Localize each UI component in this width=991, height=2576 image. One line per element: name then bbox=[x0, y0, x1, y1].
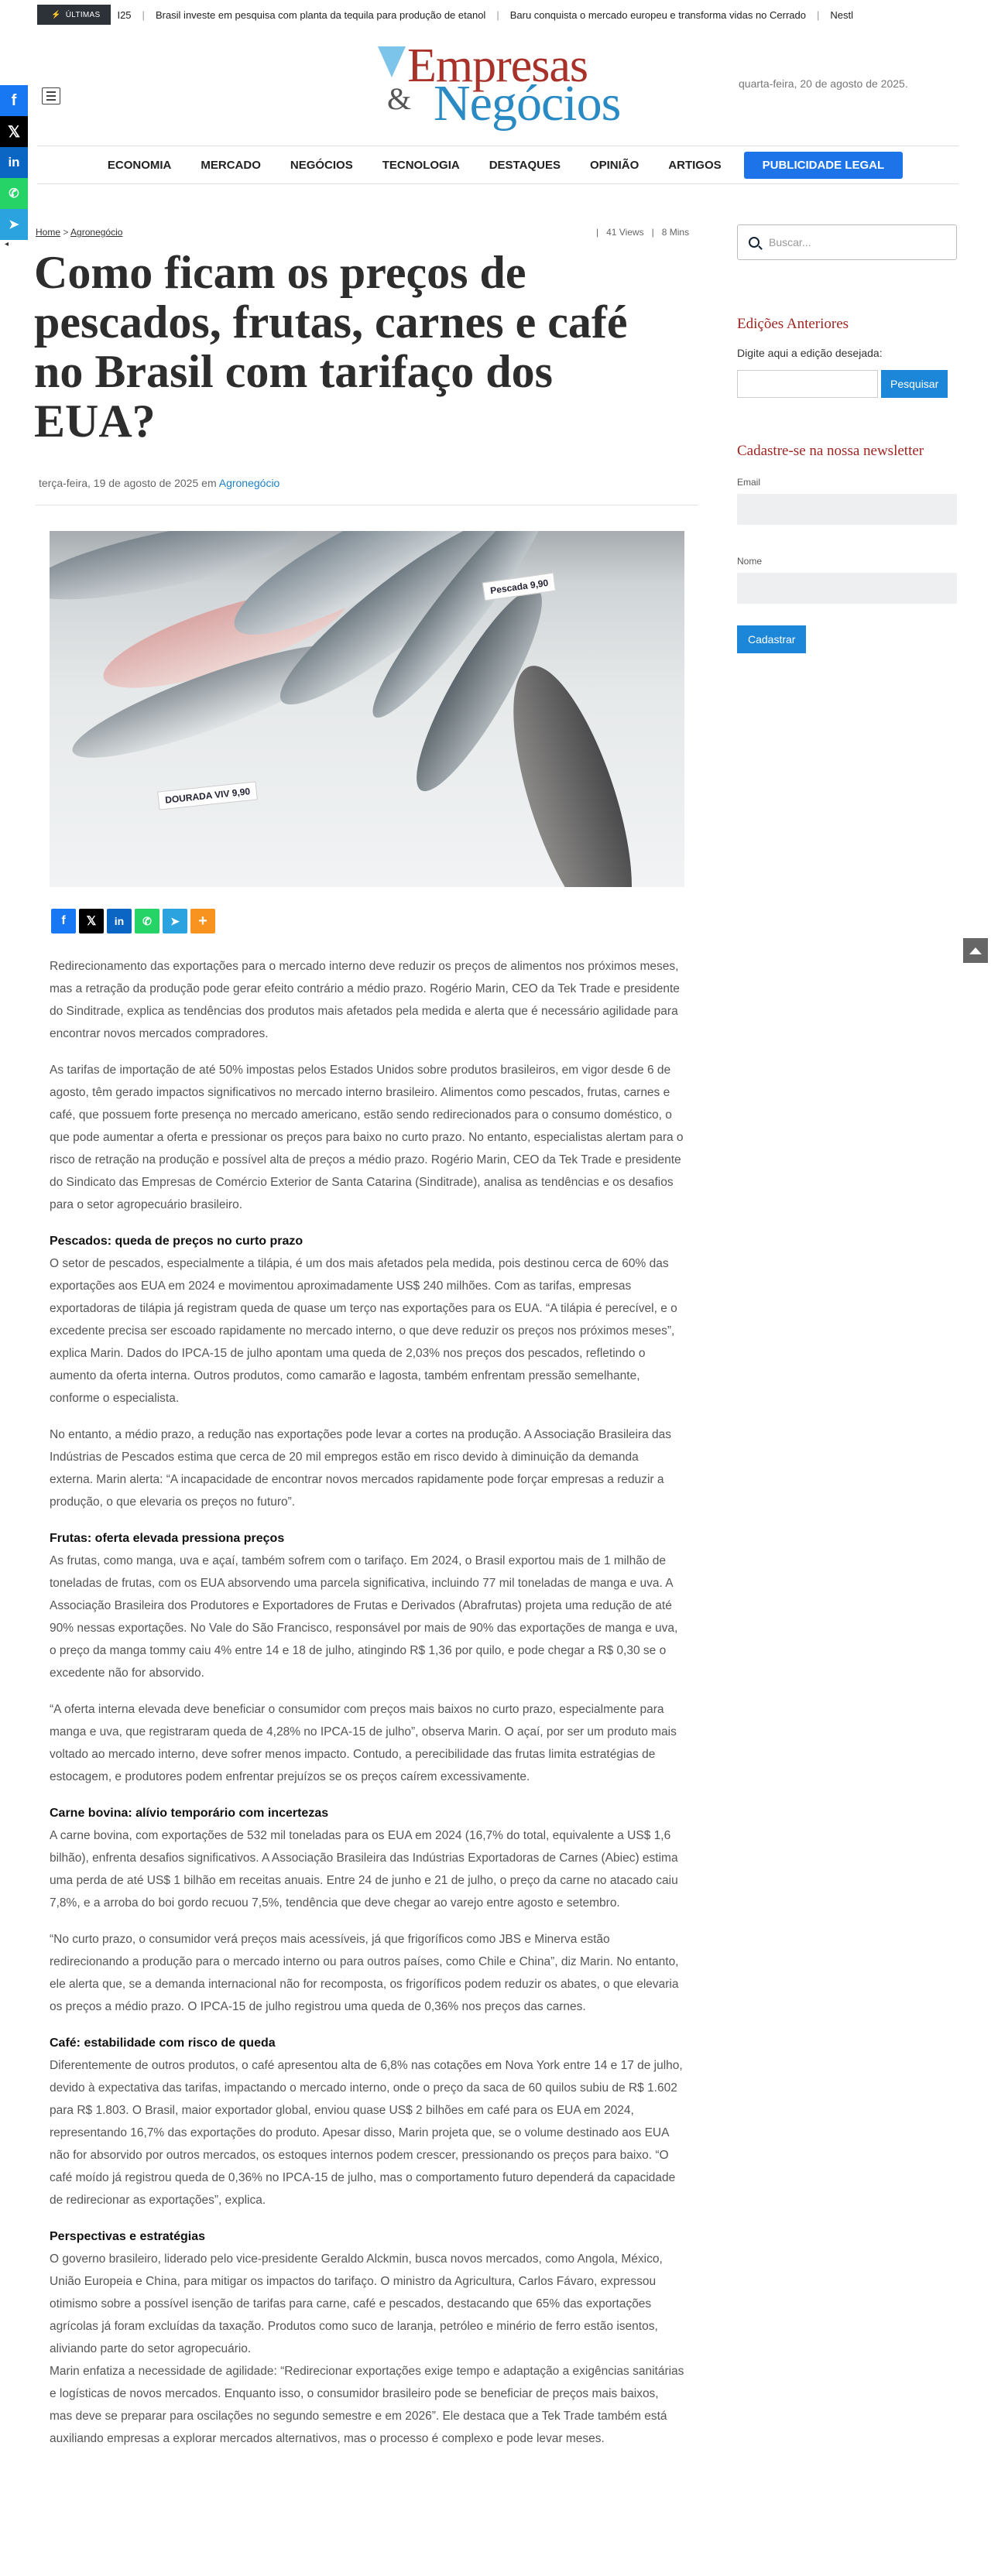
news-ticker bbox=[37, 5, 958, 25]
search-input[interactable]: Buscar... bbox=[769, 236, 811, 248]
article-paragraph: O governo brasileiro, liderado pelo vice-presidente Geraldo Alckmin, busca novos mercados, como Angola, México, União Europeia e China, para mitigar os impactos do tarifaço. O ministro da Agricultura, Carlos Fávaro, expressou otimismo sobre a possível isenção de tarifas para carne, café e pescados, destacando que 65% das exportações agrícolas já foram excluídas da taxação. Produtos como suco de laranja, petróleo e minério de ferro estão isentos, aliviando parte do setor agropecuário. Marin enfatiza a necessidade de agilidade: “Redirecionar exportações exige tempo e adaptação a exigências sanitárias e logísticas de novos mercados. Enquanto isso, o consumidor brasileiro pode se beneficiar de preços mais baixos, mas deve se preparar para oscilações no segundo semestre e em 2026”. Ele destaca que a Tek Trade também está auxiliando empresas a explorar mercados alternativos, mas o processo é complexo e pode levar meses. bbox=[50, 2252, 684, 2445]
facebook-icon[interactable]: f bbox=[51, 909, 76, 933]
ticker-item[interactable]: Baru conquista o mercado europeu e transforma vidas no Cerrado bbox=[509, 9, 806, 21]
newsletter-title: Cadastre-se na nossa newsletter bbox=[737, 443, 924, 459]
article-paragraph: A carne bovina, com exportações de 532 mil toneladas para os EUA em 2024 (16,7% do total, equivalente a US$ 1,6 bilhão), enfrenta desafios significativos. A Associação Brasileira das Indústrias Exportadoras de Carnes (Abiec) estima uma perda de até US$ 1 bilhão em receitas anuais. Entre 24 de junho e 21 de julho, o preço da carne no atacado caiu 7,8%, e a arroba do boi gordo recuou 7,5%, tendência que deve chegar ao varejo entre agosto e setembro. bbox=[50, 1829, 678, 1910]
article-paragraph: As tarifas de importação de até 50% impostas pelos Estados Unidos sobre produtos brasileiros, em vigor desde 6 de agosto, têm gerado impactos significativos no mercado interno brasileiro. Alimentos como pescados, frutas, carnes e café, que possuem forte presença no mercado americano, estão sendo redirecionados para o consumo doméstico, o que pode aumentar a oferta e pressionar os preços para baixo no curto prazo. No entanto, especialistas alertam para o risco de retração na produção e possível alta de preços a médio prazo. Rogério Marin, CEO da Tek Trade e presidente do Sindicato das Empresas de Comércio Exterior de Santa Catarina (Sinditrade), analisa as tendências e os desafios para o setor agropecuário brasileiro. bbox=[50, 1064, 684, 1211]
nav-item-mercado[interactable]: MERCADO bbox=[201, 158, 261, 172]
article-paragraph: As frutas, como manga, uva e açaí, também sofrem com o tarifaço. Em 2024, o Brasil exportou mais de 1 milhão de toneladas de frutas, com os EUA absorvendo uma parcela significativa, incluindo 77 mil toneladas de manga e uva. A Associação Brasileira dos Produtores e Exportadores de Frutas e Derivados (Abrafrutas) projeta uma redução de até 90% nessas exportações. No Vale do São Francisco, responsável por mais de 90% das exportações de manga e uva, o preço da manga tommy caiu 4% entre 14 e 18 de julho, atingindo R$ 1,36 por quilo, e pode chegar a R$ 0,30 se o excedente não for absorvido. bbox=[50, 1554, 678, 1680]
name-label: Nome bbox=[737, 556, 763, 567]
editions-title: Edições Anteriores bbox=[737, 316, 849, 332]
article-date: terça-feira, 19 de agosto de 2025 bbox=[39, 477, 199, 489]
ticker-item[interactable]: Nestl bbox=[830, 9, 854, 21]
facebook-icon[interactable]: f bbox=[0, 85, 28, 116]
ticker-item[interactable]: I25 bbox=[117, 9, 132, 21]
ticker-separator: | bbox=[496, 9, 499, 21]
editions-label: Digite aqui a edição desejada: bbox=[737, 347, 883, 359]
article-paragraph: No entanto, a médio prazo, a redução nas exportações pode levar a cortes na produção. A Associação Brasileira das Indústrias de Pescados estima que cerca de 20 mil empregos estão em risco devido à diminuição da demanda externa. Marin alerta: “A incapacidade de encontrar novos mercados rapidamente pode forçar empresas a reduzir a produção, o que elevaria os preços no futuro”. bbox=[50, 1428, 672, 1509]
ticker-separator: | bbox=[142, 9, 145, 21]
article-stats: | 41 Views | 8 Mins bbox=[596, 227, 690, 238]
nav-item-artigos[interactable]: ARTIGOS bbox=[668, 158, 722, 172]
article-paragraph: Diferentemente de outros produtos, o café apresentou alta de 6,8% nas cotações em Nova York entre 14 e 17 de julho, devido à expectativa das tarifas, impactando o mercado interno, onde o preço da saca de 60 quilos subiu de R$ 1.602 para R$ 1.803. O Brasil, maior exportador global, enviou quase US$ 2 bilhões em café para os EUA em 2024, representando 16,7% das exportações do produto. Apesar disso, Marin projeta que, se o volume destinado aos EUA não for absorvido por outros mercados, os estoques internos podem crescer, pressionando os preços para baixo. “O café moído já registrou queda de 0,36% no IPCA-15 de julho, mas o comportamento futuro dependerá da capacidade de redirecionar as exportações”, explica. bbox=[50, 2059, 683, 2207]
email-label: Email bbox=[737, 477, 761, 488]
telegram-icon[interactable]: ➤ bbox=[163, 909, 187, 933]
floating-share-bar bbox=[0, 85, 28, 251]
nav-item-opiniao[interactable]: OPINIÃO bbox=[589, 158, 640, 172]
header-date: quarta-feira, 20 de agosto de 2025. bbox=[739, 77, 908, 90]
ticker-separator: | bbox=[817, 9, 820, 21]
article-paragraph: O setor de pescados, especialmente a tilápia, é um dos mais afetados pela medida, pois destinou cerca de 60% das exportações aos EUA em 2024 e movimentou aproximadamente US$ 240 milhões. Com as tarifas, empresas exportadoras de tilápia já registram queda de quase um terço nas exportações para os EUA. “A tilápia é perecível, e o excedente precisa ser escoado rapidamente no mercado interno, o que deve reduzir os preços nos próximos meses”, explica Marin. Dados do IPCA-15 de julho apontam uma queda de 2,03% nos preços dos pescados, refletindo o aumento da oferta interna. Outros produtos, como camarão e lagosta, também enfrentam pressão semelhante, conforme o especialista. bbox=[50, 1257, 677, 1405]
sidebar bbox=[737, 224, 957, 646]
share-buttons bbox=[51, 909, 215, 933]
name-field[interactable] bbox=[737, 573, 957, 604]
email-field[interactable] bbox=[737, 494, 957, 525]
edition-input[interactable] bbox=[737, 370, 878, 398]
arrow-up-icon bbox=[969, 947, 982, 954]
section-heading: Carne bovina: alívio temporário com incertezas bbox=[50, 1807, 329, 1820]
section-heading: Pescados: queda de preços no curto prazo bbox=[50, 1235, 303, 1248]
linkedin-icon[interactable]: in bbox=[0, 147, 28, 178]
article-category-link[interactable]: Agronegócio bbox=[218, 477, 280, 489]
price-tag: Pescada 9,90 bbox=[482, 573, 557, 601]
breadcrumb-home[interactable]: Home bbox=[36, 227, 61, 238]
section-heading: Frutas: oferta elevada pressiona preços bbox=[50, 1532, 285, 1545]
views-count: 41 Views bbox=[606, 227, 644, 238]
newsletter-widget bbox=[737, 443, 957, 653]
publicidade-legal-button[interactable]: PUBLICIDADE LEGAL bbox=[744, 152, 904, 179]
section-heading: Perspectivas e estratégias bbox=[50, 2230, 206, 2243]
main-nav bbox=[37, 146, 958, 184]
telegram-icon[interactable]: ➤ bbox=[0, 209, 28, 240]
nav-item-destaques[interactable]: DESTAQUES bbox=[489, 158, 561, 172]
logo-triangle-icon bbox=[378, 46, 406, 77]
editions-widget bbox=[737, 316, 948, 398]
nav-item-economia[interactable]: ECONOMIA bbox=[107, 158, 172, 172]
bolt-icon: ⚡ bbox=[51, 10, 61, 19]
article-meta: terça-feira, 19 de agosto de 2025 em Agronegócio bbox=[39, 477, 280, 489]
x-icon[interactable]: 𝕏 bbox=[0, 116, 28, 147]
subscribe-button[interactable]: Cadastrar bbox=[737, 625, 806, 653]
search-box[interactable] bbox=[737, 224, 957, 260]
x-icon[interactable]: 𝕏 bbox=[79, 909, 104, 933]
search-icon bbox=[749, 237, 760, 248]
ticker-badge: ⚡ ÚLTIMAS bbox=[37, 5, 111, 25]
scroll-to-top-button[interactable] bbox=[963, 938, 988, 963]
ticker-item[interactable]: Brasil investe em pesquisa com planta da tequila para produção de etanol bbox=[155, 9, 486, 21]
linkedin-icon[interactable]: in bbox=[107, 909, 132, 933]
article-paragraph: Redirecionamento das exportações para o mercado interno deve reduzir os preços de alimentos nos próximos meses, mas a retração da produção pode gerar efeito contrário a médio prazo. Rogério Marin, CEO da Tek Trade e presidente do Sinditrade, explica as tendências dos produtos mais afetados pela medida e alerta que é necessário agilidade para encontrar novos mercados compradores. bbox=[50, 960, 680, 1040]
article-title: Como ficam os preços de pescados, frutas, carnes e café no Brasil com tarifaço dos EUA? bbox=[34, 247, 628, 447]
price-tag: DOURADA VIV 9,90 bbox=[157, 781, 258, 810]
more-share-icon[interactable]: + bbox=[190, 909, 215, 933]
site-logo[interactable]: Empresas & Negócios bbox=[378, 39, 618, 136]
article-paragraph: “No curto prazo, o consumidor verá preços mais acessíveis, já que frigoríficos como JBS e Minerva estão redirecionando a produção para o mercado interno ou para outros países, como Chile e China”, diz Marin. No entanto, ele alerta que, se a demanda internacional não for recomposta, os frigoríficos podem reduzir os abates, o que elevaria os preços a médio prazo. O IPCA-15 de julho registrou uma queda de 0,36% nos preços das carnes. bbox=[50, 1933, 679, 2013]
search-edition-button[interactable]: Pesquisar bbox=[881, 370, 948, 398]
nav-item-tecnologia[interactable]: TECNOLOGIA bbox=[382, 158, 460, 172]
whatsapp-icon[interactable]: ✆ bbox=[0, 178, 28, 209]
read-time: 8 Mins bbox=[661, 227, 690, 238]
whatsapp-icon[interactable]: ✆ bbox=[135, 909, 159, 933]
collapse-share-icon[interactable]: ◂ bbox=[5, 240, 9, 248]
hero-image-fish-market bbox=[50, 531, 684, 887]
article-body bbox=[50, 955, 684, 2464]
article-paragraph: “A oferta interna elevada deve beneficiar o consumidor com preços mais baixos no curto prazo, especialmente para manga e uva, que registraram queda de 4,28% no IPCA-15 de julho”, observa Marin. O açaí, por ser um produto mais voltado ao mercado interno, deve sofrer menos impacto. Contudo, a perecibilidade das frutas limita estratégias de estocagem, e produtores podem enfrentar prejuízos se os preços caírem excessivamente. bbox=[50, 1703, 677, 1783]
breadcrumb-category[interactable]: Agronegócio bbox=[70, 227, 123, 238]
hamburger-menu-button[interactable] bbox=[42, 87, 60, 104]
nav-item-negocios[interactable]: NEGÓCIOS bbox=[290, 158, 353, 172]
breadcrumb: Home > Agronegócio bbox=[36, 227, 123, 238]
section-heading: Café: estabilidade com risco de queda bbox=[50, 2036, 276, 2050]
